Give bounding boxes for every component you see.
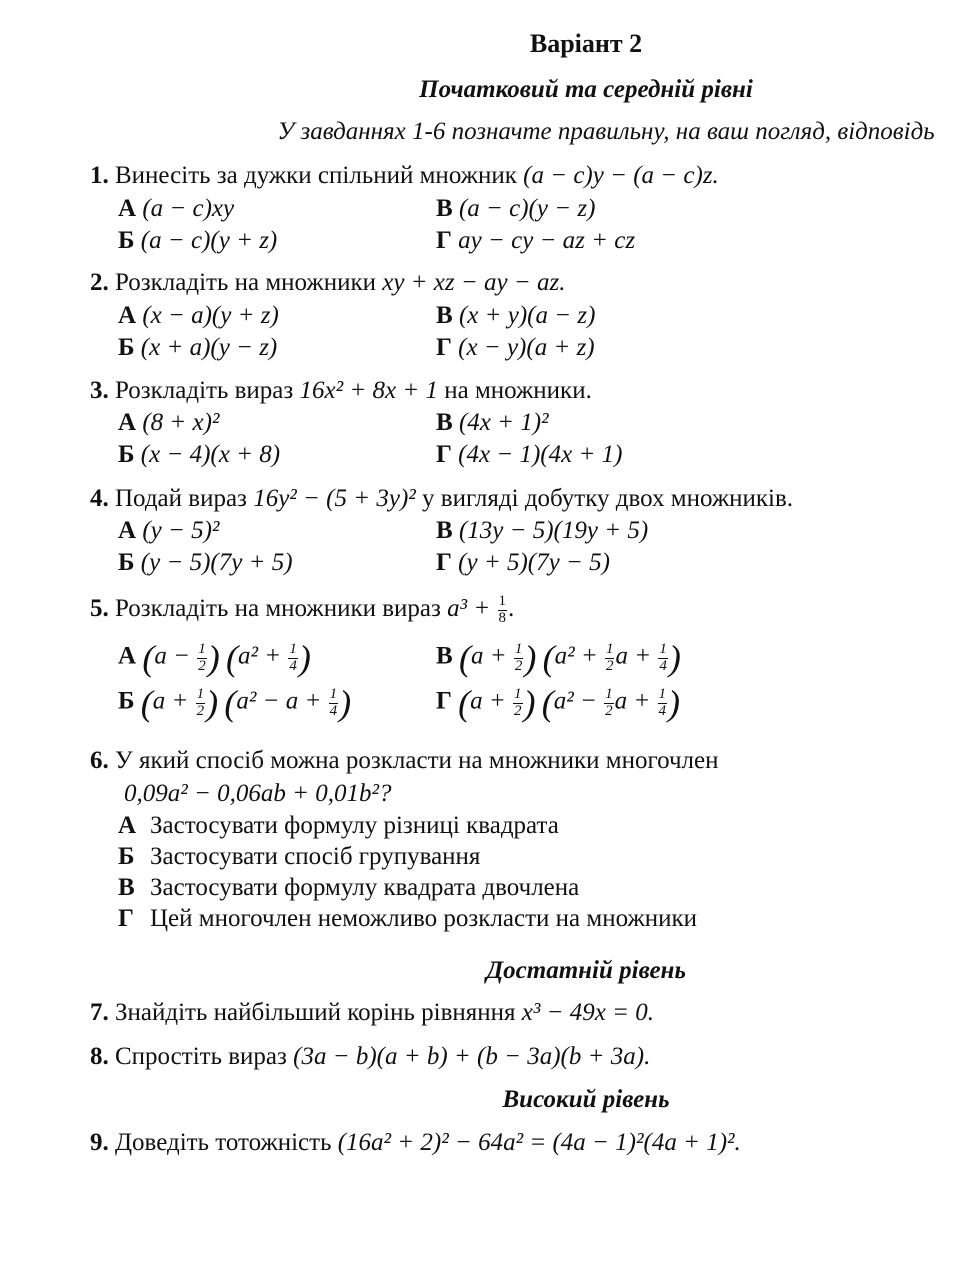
option-letter: Б [118, 334, 135, 361]
answer-option-g[interactable] [436, 547, 610, 578]
option-letter: Б [118, 227, 135, 254]
option-letter: А [118, 195, 137, 222]
question-number: 7. [90, 999, 109, 1026]
option-letter: Г [436, 334, 452, 361]
option-letter: Г [436, 687, 452, 715]
answer-option-a[interactable]: А (a − $\frac{1}{2}$ ) (a² + $\frac{1}{4}$ ) [118, 638, 311, 678]
question-text: Винесіть за дужки спільний множник [115, 162, 524, 189]
answer-option-a[interactable] [118, 300, 279, 331]
option-letter: Б [118, 549, 135, 576]
question-8 [90, 1041, 650, 1072]
question-expression: 16y² − (5 + 3y)² [253, 485, 416, 512]
question-text: Розкладіть на множники вираз [115, 595, 448, 622]
option-text: Цей многочлен неможливо розкласти на множники [150, 905, 698, 932]
answer-option-a[interactable] [118, 407, 219, 438]
question-text: У який спосіб можна розкласти на множники многочлен [115, 747, 719, 774]
question-text: Знайдіть найбільший корінь рівняння [115, 999, 522, 1026]
option-letter: А [118, 642, 137, 670]
option-text: (4x + 1)² [458, 409, 549, 436]
answer-option-b[interactable] [118, 841, 480, 872]
option-letter: В [118, 874, 135, 901]
question-6 [90, 745, 718, 776]
option-letter: А [118, 812, 137, 839]
answer-option-v[interactable] [436, 407, 549, 438]
answer-option-g[interactable] [436, 332, 595, 363]
option-letter: В [436, 409, 453, 436]
question-expression: xy + xz − ay − az. [382, 269, 566, 296]
option-letter: А [118, 409, 137, 436]
option-text: (13y − 5)(19y + 5) [458, 517, 649, 544]
option-text: (x − y)(a + z) [458, 334, 595, 361]
question-expression: (3a − b)(a + b) + (b − 3a)(b + 3a). [293, 1043, 651, 1070]
answer-option-g[interactable]: Г (a + $\frac{1}{2}$ ) (a² − $\frac{1}{2}$ a + $\frac{1}{4}$ ) [436, 683, 681, 723]
question-4 [90, 483, 793, 514]
option-letter: А [118, 302, 137, 329]
option-letter: Г [436, 227, 452, 254]
option-letter: Г [118, 905, 134, 932]
answer-option-v[interactable] [436, 193, 595, 224]
option-text: (a − c)(y − z) [458, 195, 596, 222]
option-letter: В [436, 302, 453, 329]
question-2 [90, 267, 565, 298]
question-text: Доведіть тотожність [115, 1129, 338, 1156]
question-expression: x³ − 49x = 0. [521, 999, 654, 1026]
question-number: 8. [90, 1043, 109, 1070]
option-text: (8 + x)² [142, 409, 220, 436]
option-letter: Б [118, 687, 135, 715]
answer-option-b[interactable] [118, 439, 280, 470]
option-letter: А [118, 517, 137, 544]
question-1 [90, 160, 719, 191]
level-heading-high: Високий рівень [502, 1086, 670, 1113]
answer-option-g[interactable] [118, 903, 697, 934]
option-letter: В [436, 642, 453, 670]
page-title: Варіант 2 [529, 29, 643, 58]
question-number: 3. [90, 377, 109, 404]
level-heading-initial: Початковий та середній рівні [419, 76, 753, 103]
question-text: Подай вираз [115, 485, 254, 512]
question-expression: a³ + [447, 595, 491, 622]
option-text: (y − 5)(7y + 5) [140, 549, 293, 576]
question-expression: 0,09a² − 0,06ab + 0,01b²? [124, 780, 392, 807]
option-letter: Г [436, 549, 452, 576]
answer-option-v[interactable] [436, 515, 648, 546]
answer-option-b[interactable] [118, 225, 277, 256]
instruction-text: У завданнях 1-6 позначте правильну, на ваш погляд, відповідь [277, 118, 935, 145]
level-heading-sufficient: Достатній рівень [486, 957, 686, 984]
question-number: 5. [90, 595, 109, 622]
question-number: 2. [90, 269, 109, 296]
answer-option-b[interactable]: Б (a + $\frac{1}{2}$ ) (a² − a + $\frac{1}{4}$ ) [118, 683, 352, 723]
option-letter: Б [118, 843, 135, 870]
answer-option-a[interactable] [118, 810, 559, 841]
option-text: Застосувати формулу квадрата двочлена [150, 874, 580, 901]
option-text: Застосувати спосіб групування [150, 843, 481, 870]
question-text: Спростіть вираз [115, 1043, 294, 1070]
option-letter: В [436, 195, 453, 222]
question-number: 9. [90, 1129, 109, 1156]
option-text: (x − a)(y + z) [142, 302, 279, 329]
fraction: $\frac{1}{8}$ [498, 593, 507, 626]
question-7 [90, 997, 654, 1028]
option-text: (y + 5)(7y − 5) [458, 549, 610, 576]
answer-option-v[interactable] [118, 872, 579, 903]
answer-option-a[interactable] [118, 193, 234, 224]
option-text: Застосувати формулу різниці квадрата [150, 812, 559, 839]
question-text-end: у вигляді добутку двох множників. [415, 485, 794, 512]
answer-option-b[interactable] [118, 332, 277, 363]
answer-option-v[interactable] [436, 300, 595, 331]
question-text: Розкладіть на множники [115, 269, 383, 296]
question-number: 4. [90, 485, 109, 512]
question-number: 1. [90, 162, 109, 189]
question-expression: (a − c)y − (a − c)z. [523, 162, 719, 189]
option-text: (x + a)(y − z) [140, 334, 278, 361]
question-text-end: на множники. [437, 377, 592, 404]
option-text: ay − cy − az + cz [458, 227, 636, 254]
option-letter: В [436, 517, 453, 544]
question-number: 6. [90, 747, 109, 774]
option-text: (a − c)xy [142, 195, 235, 222]
question-expression: 16x² + 8x + 1 [299, 377, 438, 404]
answer-option-v[interactable]: В (a + $\frac{1}{2}$ ) (a² + $\frac{1}{2}$ a + $\frac{1}{4}$ ) [436, 638, 681, 678]
question-5: 5. Розкладіть на множники вираз a³ + $\frac{1}{8}$ . [90, 593, 515, 626]
answer-option-g[interactable] [436, 225, 635, 256]
question-3 [90, 375, 592, 406]
question-text: Розкладіть вираз [115, 377, 300, 404]
answer-option-a[interactable] [118, 515, 219, 546]
question-9 [90, 1127, 741, 1158]
question-expression: (16a² + 2)² − 64a² = (4a − 1)²(4a + 1)². [337, 1129, 741, 1156]
answer-option-g[interactable] [436, 439, 622, 470]
option-text: (4x − 1)(4x + 1) [458, 441, 623, 468]
option-text: (a − c)(y + z) [140, 227, 278, 254]
option-letter: Г [436, 441, 452, 468]
option-text: (x + y)(a − z) [458, 302, 596, 329]
option-text: (y − 5)² [142, 517, 220, 544]
answer-option-b[interactable] [118, 547, 293, 578]
option-letter: Б [118, 441, 135, 468]
option-text: (x − 4)(x + 8) [140, 441, 281, 468]
